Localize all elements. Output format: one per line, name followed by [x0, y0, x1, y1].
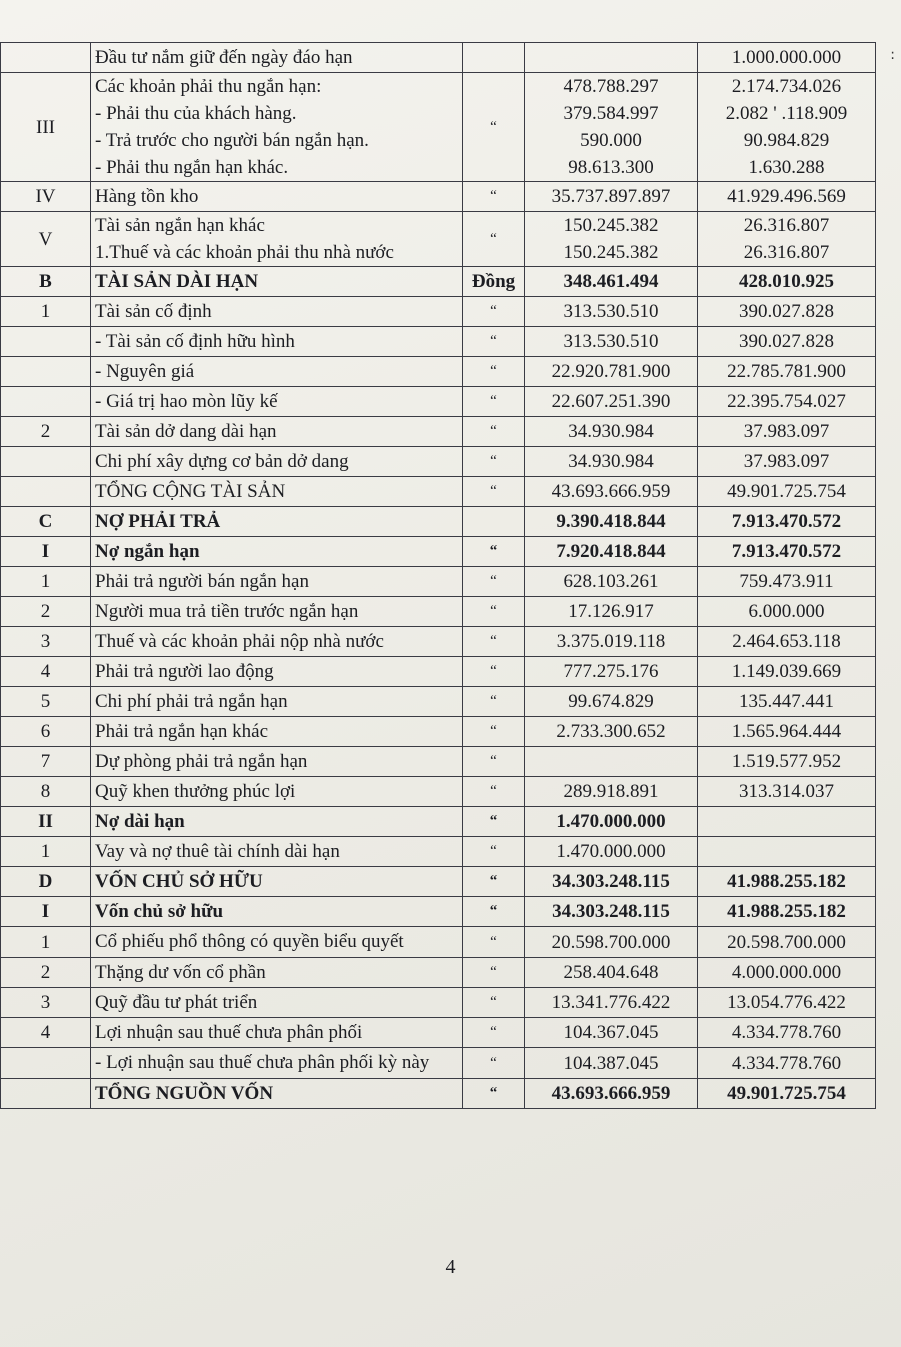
row-unit: “: [463, 988, 525, 1018]
table-row: [1, 182, 876, 212]
table-row: [1, 387, 876, 417]
table-row: [1, 958, 876, 988]
row-value-end-period: 34.303.248.115: [525, 897, 698, 927]
row-unit: “: [463, 447, 525, 477]
row-value-end-period: [525, 73, 698, 182]
table-row: [1, 657, 876, 687]
row-value-end-period: 17.126.917: [525, 597, 698, 627]
row-code: C: [1, 507, 91, 537]
row-value-end-period: 258.404.648: [525, 958, 698, 988]
row-name: Phải trả người lao động: [91, 657, 463, 687]
row-value-end-period: 777.275.176: [525, 657, 698, 687]
row-value-line: 150.245.382: [563, 242, 659, 263]
table-row: [1, 627, 876, 657]
row-name: Chi phí xây dựng cơ bản dở dang: [91, 447, 463, 477]
table-row: [1, 43, 876, 73]
row-value-begin-period: 390.027.828: [698, 297, 876, 327]
row-name-line: - Trả trước cho người bán ngắn hạn.: [95, 130, 369, 151]
row-unit: “: [463, 958, 525, 988]
row-value-line: 2.082 ' .118.909: [725, 103, 848, 124]
row-name: Chi phí phải trả ngắn hạn: [91, 687, 463, 717]
table-row: [1, 988, 876, 1018]
table-row: [1, 747, 876, 777]
row-name: Dự phòng phải trả ngắn hạn: [91, 747, 463, 777]
row-value-end-period: 3.375.019.118: [525, 627, 698, 657]
row-name: Tài sản dở dang dài hạn: [91, 417, 463, 447]
table-row: [1, 477, 876, 507]
row-unit: “: [463, 327, 525, 357]
balance-sheet: [0, 42, 875, 1109]
row-name: Phải trả người bán ngắn hạn: [91, 567, 463, 597]
row-name: - Giá trị hao mòn lũy kế: [91, 387, 463, 417]
row-value-end-period: 348.461.494: [525, 267, 698, 297]
row-value-begin-period: 13.054.776.422: [698, 988, 876, 1018]
row-value-begin-period: 428.010.925: [698, 267, 876, 297]
row-value-end-period: 313.530.510: [525, 297, 698, 327]
row-value-end-period: 35.737.897.897: [525, 182, 698, 212]
row-value-end-period: [525, 43, 698, 73]
row-value-line: 26.316.807: [743, 215, 830, 236]
row-value-end-period: 104.387.045: [525, 1048, 698, 1079]
row-unit: “: [463, 182, 525, 212]
row-value-end-period: 1.470.000.000: [525, 807, 698, 837]
table-row: [1, 897, 876, 927]
row-code: 2: [1, 958, 91, 988]
row-value-begin-period: [698, 807, 876, 837]
table-row: [1, 507, 876, 537]
row-name: - Lợi nhuận sau thuế chưa phân phối kỳ này: [91, 1048, 463, 1079]
row-value-begin-period: 1.000.000.000: [698, 43, 876, 73]
row-name: Phải trả ngắn hạn khác: [91, 717, 463, 747]
row-code: 1: [1, 837, 91, 867]
row-name-line: - Phải thu của khách hàng.: [95, 103, 297, 124]
row-code: 7: [1, 747, 91, 777]
table-row: [1, 597, 876, 627]
table-row: [1, 717, 876, 747]
row-value-begin-period: 49.901.725.754: [698, 477, 876, 507]
row-value-end-period: 34.930.984: [525, 447, 698, 477]
row-code: I: [1, 537, 91, 567]
table-row: [1, 1018, 876, 1048]
row-name-line: Tài sản ngắn hạn khác: [95, 215, 265, 236]
row-name-line: 1.Thuế và các khoản phải thu nhà nước: [95, 242, 394, 263]
row-value-begin-period: 7.913.470.572: [698, 507, 876, 537]
row-code: III: [1, 73, 91, 182]
row-value-begin-period: [698, 73, 876, 182]
row-unit: “: [463, 807, 525, 837]
row-code: 6: [1, 717, 91, 747]
row-code: [1, 447, 91, 477]
row-code: 1: [1, 927, 91, 958]
table-row: [1, 417, 876, 447]
row-unit: “: [463, 212, 525, 267]
row-unit: [463, 507, 525, 537]
row-value-end-period: 43.693.666.959: [525, 1079, 698, 1109]
row-value-line: 98.613.300: [568, 157, 654, 178]
row-unit: “: [463, 927, 525, 958]
row-name: TÀI SẢN DÀI HẠN: [91, 267, 463, 297]
table-row: [1, 447, 876, 477]
row-code: [1, 43, 91, 73]
row-unit: “: [463, 777, 525, 807]
row-value-end-period: [525, 212, 698, 267]
row-value-begin-period: 4.334.778.760: [698, 1018, 876, 1048]
row-name: NỢ PHẢI TRẢ: [91, 507, 463, 537]
row-code: 2: [1, 597, 91, 627]
row-value-begin-period: 4.000.000.000: [698, 958, 876, 988]
row-value-begin-period: 1.519.577.952: [698, 747, 876, 777]
row-value-end-period: 313.530.510: [525, 327, 698, 357]
row-unit: “: [463, 297, 525, 327]
row-value-line: 590.000: [580, 130, 642, 151]
row-value-begin-period: 759.473.911: [698, 567, 876, 597]
row-value-end-period: [525, 747, 698, 777]
row-code: [1, 1079, 91, 1109]
row-unit: “: [463, 477, 525, 507]
row-name: Đầu tư nắm giữ đến ngày đáo hạn: [91, 43, 463, 73]
row-name: Hàng tồn kho: [91, 182, 463, 212]
row-unit: “: [463, 387, 525, 417]
row-unit: “: [463, 717, 525, 747]
row-value-begin-period: 135.447.441: [698, 687, 876, 717]
row-value-begin-period: 313.314.037: [698, 777, 876, 807]
row-value-line: 90.984.829: [743, 130, 830, 151]
row-value-line: 478.788.297: [563, 76, 659, 97]
row-unit: “: [463, 657, 525, 687]
row-value-begin-period: 390.027.828: [698, 327, 876, 357]
row-value-begin-period: 1.565.964.444: [698, 717, 876, 747]
row-unit: “: [463, 567, 525, 597]
row-code: IV: [1, 182, 91, 212]
table-row: [1, 212, 876, 267]
row-value-end-period: 34.930.984: [525, 417, 698, 447]
row-code: [1, 477, 91, 507]
row-value-begin-period: 37.983.097: [698, 417, 876, 447]
row-value-end-period: 289.918.891: [525, 777, 698, 807]
row-name-line: - Phải thu ngắn hạn khác.: [95, 157, 289, 178]
row-value-end-period: 7.920.418.844: [525, 537, 698, 567]
table-row: [1, 297, 876, 327]
row-code: 3: [1, 988, 91, 1018]
row-name: Cổ phiếu phổ thông có quyền biểu quyết: [91, 927, 463, 958]
row-unit: “: [463, 417, 525, 447]
row-value-begin-period: 1.149.039.669: [698, 657, 876, 687]
row-value-line: 1.630.288: [748, 157, 825, 178]
row-value-end-period: 9.390.418.844: [525, 507, 698, 537]
row-code: II: [1, 807, 91, 837]
table-row: [1, 267, 876, 297]
row-code: 4: [1, 1018, 91, 1048]
row-name: Quỹ đầu tư phát triển: [91, 988, 463, 1018]
row-value-begin-period: 37.983.097: [698, 447, 876, 477]
row-name-line: Các khoản phải thu ngắn hạn:: [95, 76, 322, 97]
row-code: [1, 327, 91, 357]
row-code: I: [1, 897, 91, 927]
row-value-begin-period: 41.929.496.569: [698, 182, 876, 212]
row-name: Quỹ khen thưởng phúc lợi: [91, 777, 463, 807]
table-row: [1, 927, 876, 958]
row-unit: Đồng: [463, 267, 525, 297]
row-unit: “: [463, 1018, 525, 1048]
row-code: [1, 357, 91, 387]
row-name: Thặng dư vốn cổ phần: [91, 958, 463, 988]
row-value-line: 379.584.997: [563, 103, 659, 124]
row-value-end-period: 22.920.781.900: [525, 357, 698, 387]
row-name: Vay và nợ thuê tài chính dài hạn: [91, 837, 463, 867]
row-value-begin-period: 6.000.000: [698, 597, 876, 627]
row-code: 1: [1, 297, 91, 327]
row-code: 4: [1, 657, 91, 687]
row-unit: “: [463, 867, 525, 897]
row-value-line: 2.174.734.026: [731, 76, 842, 97]
row-value-begin-period: 22.785.781.900: [698, 357, 876, 387]
row-value-begin-period: 7.913.470.572: [698, 537, 876, 567]
row-name: VỐN CHỦ SỞ HỮU: [91, 867, 463, 897]
table-row: [1, 777, 876, 807]
row-value-end-period: 34.303.248.115: [525, 867, 698, 897]
table-row: [1, 1079, 876, 1109]
row-value-end-period: 43.693.666.959: [525, 477, 698, 507]
table-row: [1, 687, 876, 717]
table-row: [1, 837, 876, 867]
row-value-begin-period: 2.464.653.118: [698, 627, 876, 657]
row-unit: “: [463, 537, 525, 567]
table-row: [1, 537, 876, 567]
row-unit: “: [463, 837, 525, 867]
row-value-begin-period: 41.988.255.182: [698, 867, 876, 897]
table-row: [1, 567, 876, 597]
margin-mark: :: [890, 47, 895, 63]
row-unit: “: [463, 73, 525, 182]
row-code: 1: [1, 567, 91, 597]
page-number: 4: [445, 1256, 456, 1278]
row-value-end-period: 20.598.700.000: [525, 927, 698, 958]
row-value-end-period: 13.341.776.422: [525, 988, 698, 1018]
row-value-begin-period: 41.988.255.182: [698, 897, 876, 927]
row-name: TỔNG NGUỒN VỐN: [91, 1079, 463, 1109]
row-unit: “: [463, 687, 525, 717]
row-name: Nợ ngắn hạn: [91, 537, 463, 567]
row-value-line: 26.316.807: [743, 242, 830, 263]
row-unit: “: [463, 747, 525, 777]
row-code: B: [1, 267, 91, 297]
row-name: - Nguyên giá: [91, 357, 463, 387]
row-value-begin-period: 49.901.725.754: [698, 1079, 876, 1109]
row-code: D: [1, 867, 91, 897]
row-code: V: [1, 212, 91, 267]
balance-sheet-table: [0, 42, 876, 1109]
table-row: [1, 867, 876, 897]
row-name: Thuế và các khoản phải nộp nhà nước: [91, 627, 463, 657]
row-code: 2: [1, 417, 91, 447]
row-code: [1, 1048, 91, 1079]
row-name: Lợi nhuận sau thuế chưa phân phối: [91, 1018, 463, 1048]
table-body: [1, 43, 876, 1109]
row-name: [91, 212, 463, 267]
row-code: 5: [1, 687, 91, 717]
row-unit: “: [463, 357, 525, 387]
table-row: [1, 807, 876, 837]
row-value-end-period: 1.470.000.000: [525, 837, 698, 867]
table-row: [1, 1048, 876, 1079]
row-value-line: 150.245.382: [563, 215, 659, 236]
row-code: 8: [1, 777, 91, 807]
row-name: Nợ dài hạn: [91, 807, 463, 837]
row-name: Tài sản cố định: [91, 297, 463, 327]
row-unit: “: [463, 1048, 525, 1079]
row-unit: “: [463, 627, 525, 657]
row-value-begin-period: [698, 837, 876, 867]
row-code: [1, 387, 91, 417]
row-value-begin-period: [698, 212, 876, 267]
row-value-end-period: 628.103.261: [525, 567, 698, 597]
row-value-begin-period: 22.395.754.027: [698, 387, 876, 417]
table-row: [1, 357, 876, 387]
table-row: [1, 327, 876, 357]
row-value-end-period: 104.367.045: [525, 1018, 698, 1048]
row-name: Người mua trả tiền trước ngắn hạn: [91, 597, 463, 627]
row-value-begin-period: 4.334.778.760: [698, 1048, 876, 1079]
row-unit: “: [463, 897, 525, 927]
row-value-end-period: 22.607.251.390: [525, 387, 698, 417]
table-row: [1, 73, 876, 182]
row-value-end-period: 99.674.829: [525, 687, 698, 717]
row-value-begin-period: 20.598.700.000: [698, 927, 876, 958]
row-name: - Tài sản cố định hữu hình: [91, 327, 463, 357]
row-unit: “: [463, 1079, 525, 1109]
row-name: [91, 73, 463, 182]
row-unit: [463, 43, 525, 73]
row-unit: “: [463, 597, 525, 627]
row-name: TỔNG CỘNG TÀI SẢN: [91, 477, 463, 507]
row-code: 3: [1, 627, 91, 657]
row-name: Vốn chủ sở hữu: [91, 897, 463, 927]
row-value-end-period: 2.733.300.652: [525, 717, 698, 747]
